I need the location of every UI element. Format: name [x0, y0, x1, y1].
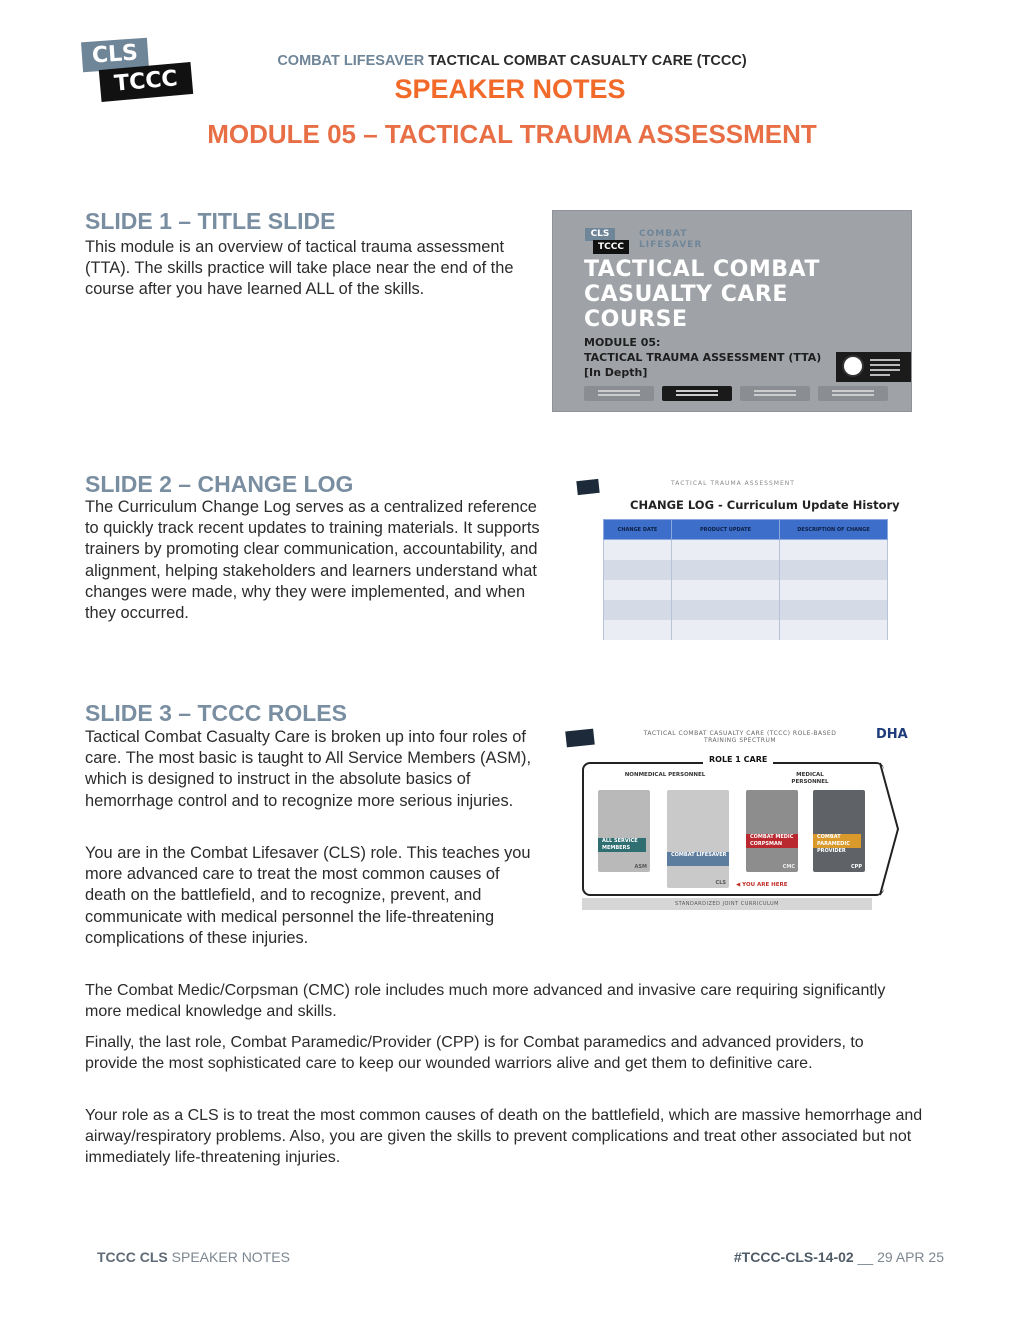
thumb-logo-tccc: TCCC: [593, 240, 629, 254]
you-are-here: ◀ YOU ARE HERE: [736, 882, 788, 888]
thumb-seal-badge: [836, 352, 911, 382]
footer-date: 29 APR 25: [877, 1249, 944, 1265]
role-band: COMBAT MEDIC CORPSMAN: [746, 834, 798, 848]
slide-1-thumbnail: [552, 210, 912, 412]
thumb-logo: [576, 479, 599, 495]
thumb-module-line: MODULE 05:: [584, 336, 661, 349]
thumb-changelog-title: CHANGE LOG - Curriculum Update History: [630, 498, 900, 512]
header-course-line: [0, 53, 1024, 69]
you-are-here-label: YOU ARE HERE: [742, 882, 788, 888]
table-row: [604, 600, 888, 620]
header-course: TACTICAL COMBAT CASUALTY CARE (TCCC): [428, 53, 747, 69]
slide-3-text-4: Finally, the last role, Combat Paramedic/Provider (CPP) is for Combat paramedics and advanced providers, to provide the most sophisticated care to keep our wounded warriors alive and get them to definitive care.: [85, 1034, 864, 1073]
thumb-supertitle: TACTICAL TRAUMA ASSESSMENT: [671, 480, 795, 487]
slide-3-text-3: The Combat Medic/Corpsman (CMC) role includes much more advanced and invasive care requiring significantly more medical knowledge and skills.: [85, 982, 886, 1021]
footer-doc-id: #TCCC-CLS-14-02: [733, 1249, 854, 1265]
thumb-title-line: TACTICAL COMBAT: [584, 257, 820, 282]
thumb-tab: [740, 386, 810, 401]
thumb-title-line: CASUALTY CARE: [584, 282, 788, 307]
thumb-tab: [584, 386, 654, 401]
slide-3-text-2: You are in the Combat Lifesaver (CLS) role. This teaches you more advanced care to treat the most common causes of death on the battlefield, and to recognize, prevent, and communicate with medical personnel the life-threatening complications of these injuries.: [85, 844, 531, 947]
col-header: DESCRIPTION OF CHANGE: [780, 520, 888, 540]
role-band: COMBAT LIFESAVER: [667, 852, 729, 866]
footer-separator: __: [857, 1249, 874, 1265]
thumb-tab-active: [662, 386, 732, 401]
table-row: [604, 560, 888, 580]
role-card-asm: [598, 790, 650, 872]
header-program: COMBAT LIFESAVER: [277, 53, 425, 69]
role-band: ALL SERVICE MEMBERS: [598, 838, 646, 852]
seal-icon: [842, 355, 864, 377]
col-header: CHANGE DATE: [604, 520, 672, 540]
page-title: MODULE 05 – TACTICAL TRAUMA ASSESSMENT: [207, 119, 817, 149]
thumb-title-line: COURSE: [584, 307, 688, 332]
role-abbr: CPP: [851, 864, 862, 870]
role-1-header: ROLE 1 CARE: [703, 755, 773, 764]
curriculum-bar: STANDARDIZED JOINT CURRICULUM: [582, 898, 872, 910]
table-row: [604, 620, 888, 640]
role-card-cls: [667, 790, 729, 888]
dha-logo: DHA: [876, 727, 908, 742]
footer-label: SPEAKER NOTES: [171, 1249, 290, 1265]
slide-1-title: SLIDE 1 – TITLE SLIDE: [85, 208, 336, 234]
slide-2-text: The Curriculum Change Log serves as a centralized reference to quickly track recent updates to training materials. It supports trainers by promoting clear communication, accountability, and alignment, helping stakeholders and learners understand what changes were made, why they were implemented, and when they occurred.: [85, 498, 540, 623]
thumb-module-tabs: [584, 386, 888, 401]
role-band: COMBAT PARAMEDIC PROVIDER: [813, 834, 861, 848]
slide-2-thumbnail: [575, 478, 915, 668]
logo-tccc: TCCC: [99, 62, 193, 102]
thumb-module: [584, 335, 821, 380]
col-header: PRODUCT UPDATE: [672, 520, 780, 540]
table-row: [604, 580, 888, 600]
thumb-logo: [565, 729, 595, 748]
slide-3-thumbnail: [560, 722, 920, 930]
thumb-supertitle: TACTICAL COMBAT CASUALTY CARE (TCCC) ROLE-BASED TRAINING SPECTRUM: [643, 730, 837, 744]
thumb-tab: [818, 386, 888, 401]
thumb-program: COMBAT LIFESAVER: [639, 229, 703, 250]
role-card-cpp: [813, 790, 865, 872]
slide-1-text: This module is an overview of tactical trauma assessment (TTA). The skills practice will take place near the end of the course after you have learned ALL of the skills.: [85, 238, 514, 299]
slide-3-text-1: Tactical Combat Casualty Care is broken up into four roles of care. The most basic is taught to All Service Members (ASM), which is designed to instruct in the absolute basics of hemorrhage control and to recognize more serious injuries.: [85, 728, 532, 810]
header-doc-type: SPEAKER NOTES: [394, 74, 626, 104]
table-row: [604, 540, 888, 561]
thumb-module-name: TACTICAL TRAUMA ASSESSMENT (TTA): [584, 351, 822, 364]
role-card-cmc: [746, 790, 798, 872]
slide-3-title: SLIDE 3 – TCCC ROLES: [85, 700, 347, 726]
footer-brand: TCCC CLS: [97, 1249, 168, 1265]
thumb-module-sub: [In Depth]: [584, 366, 648, 379]
logo-cls: CLS: [81, 38, 149, 73]
changelog-table: [603, 519, 888, 640]
footer-right: [734, 1249, 944, 1265]
arrow-head-icon: [878, 762, 900, 896]
role-abbr: ASM: [634, 864, 647, 870]
slide-3-text-5: Your role as a CLS is to treat the most common causes of death on the battlefield, which are massive hemorrhage and airway/respiratory problems. Also, you are given the skills to prevent complications and treat other associated but not immediately life-threatening injuries.: [85, 1107, 923, 1167]
role-abbr: CMC: [782, 864, 795, 870]
slide-2-title: SLIDE 2 – CHANGE LOG: [85, 471, 354, 497]
role-abbr: CLS: [715, 880, 726, 886]
thumb-course-title: [584, 257, 820, 332]
thumb-logo-cls: CLS: [585, 228, 615, 241]
footer-left: [97, 1249, 290, 1265]
group-nonmedical: NONMEDICAL PERSONNEL: [624, 772, 706, 778]
group-medical: MEDICAL PERSONNEL: [791, 772, 829, 785]
